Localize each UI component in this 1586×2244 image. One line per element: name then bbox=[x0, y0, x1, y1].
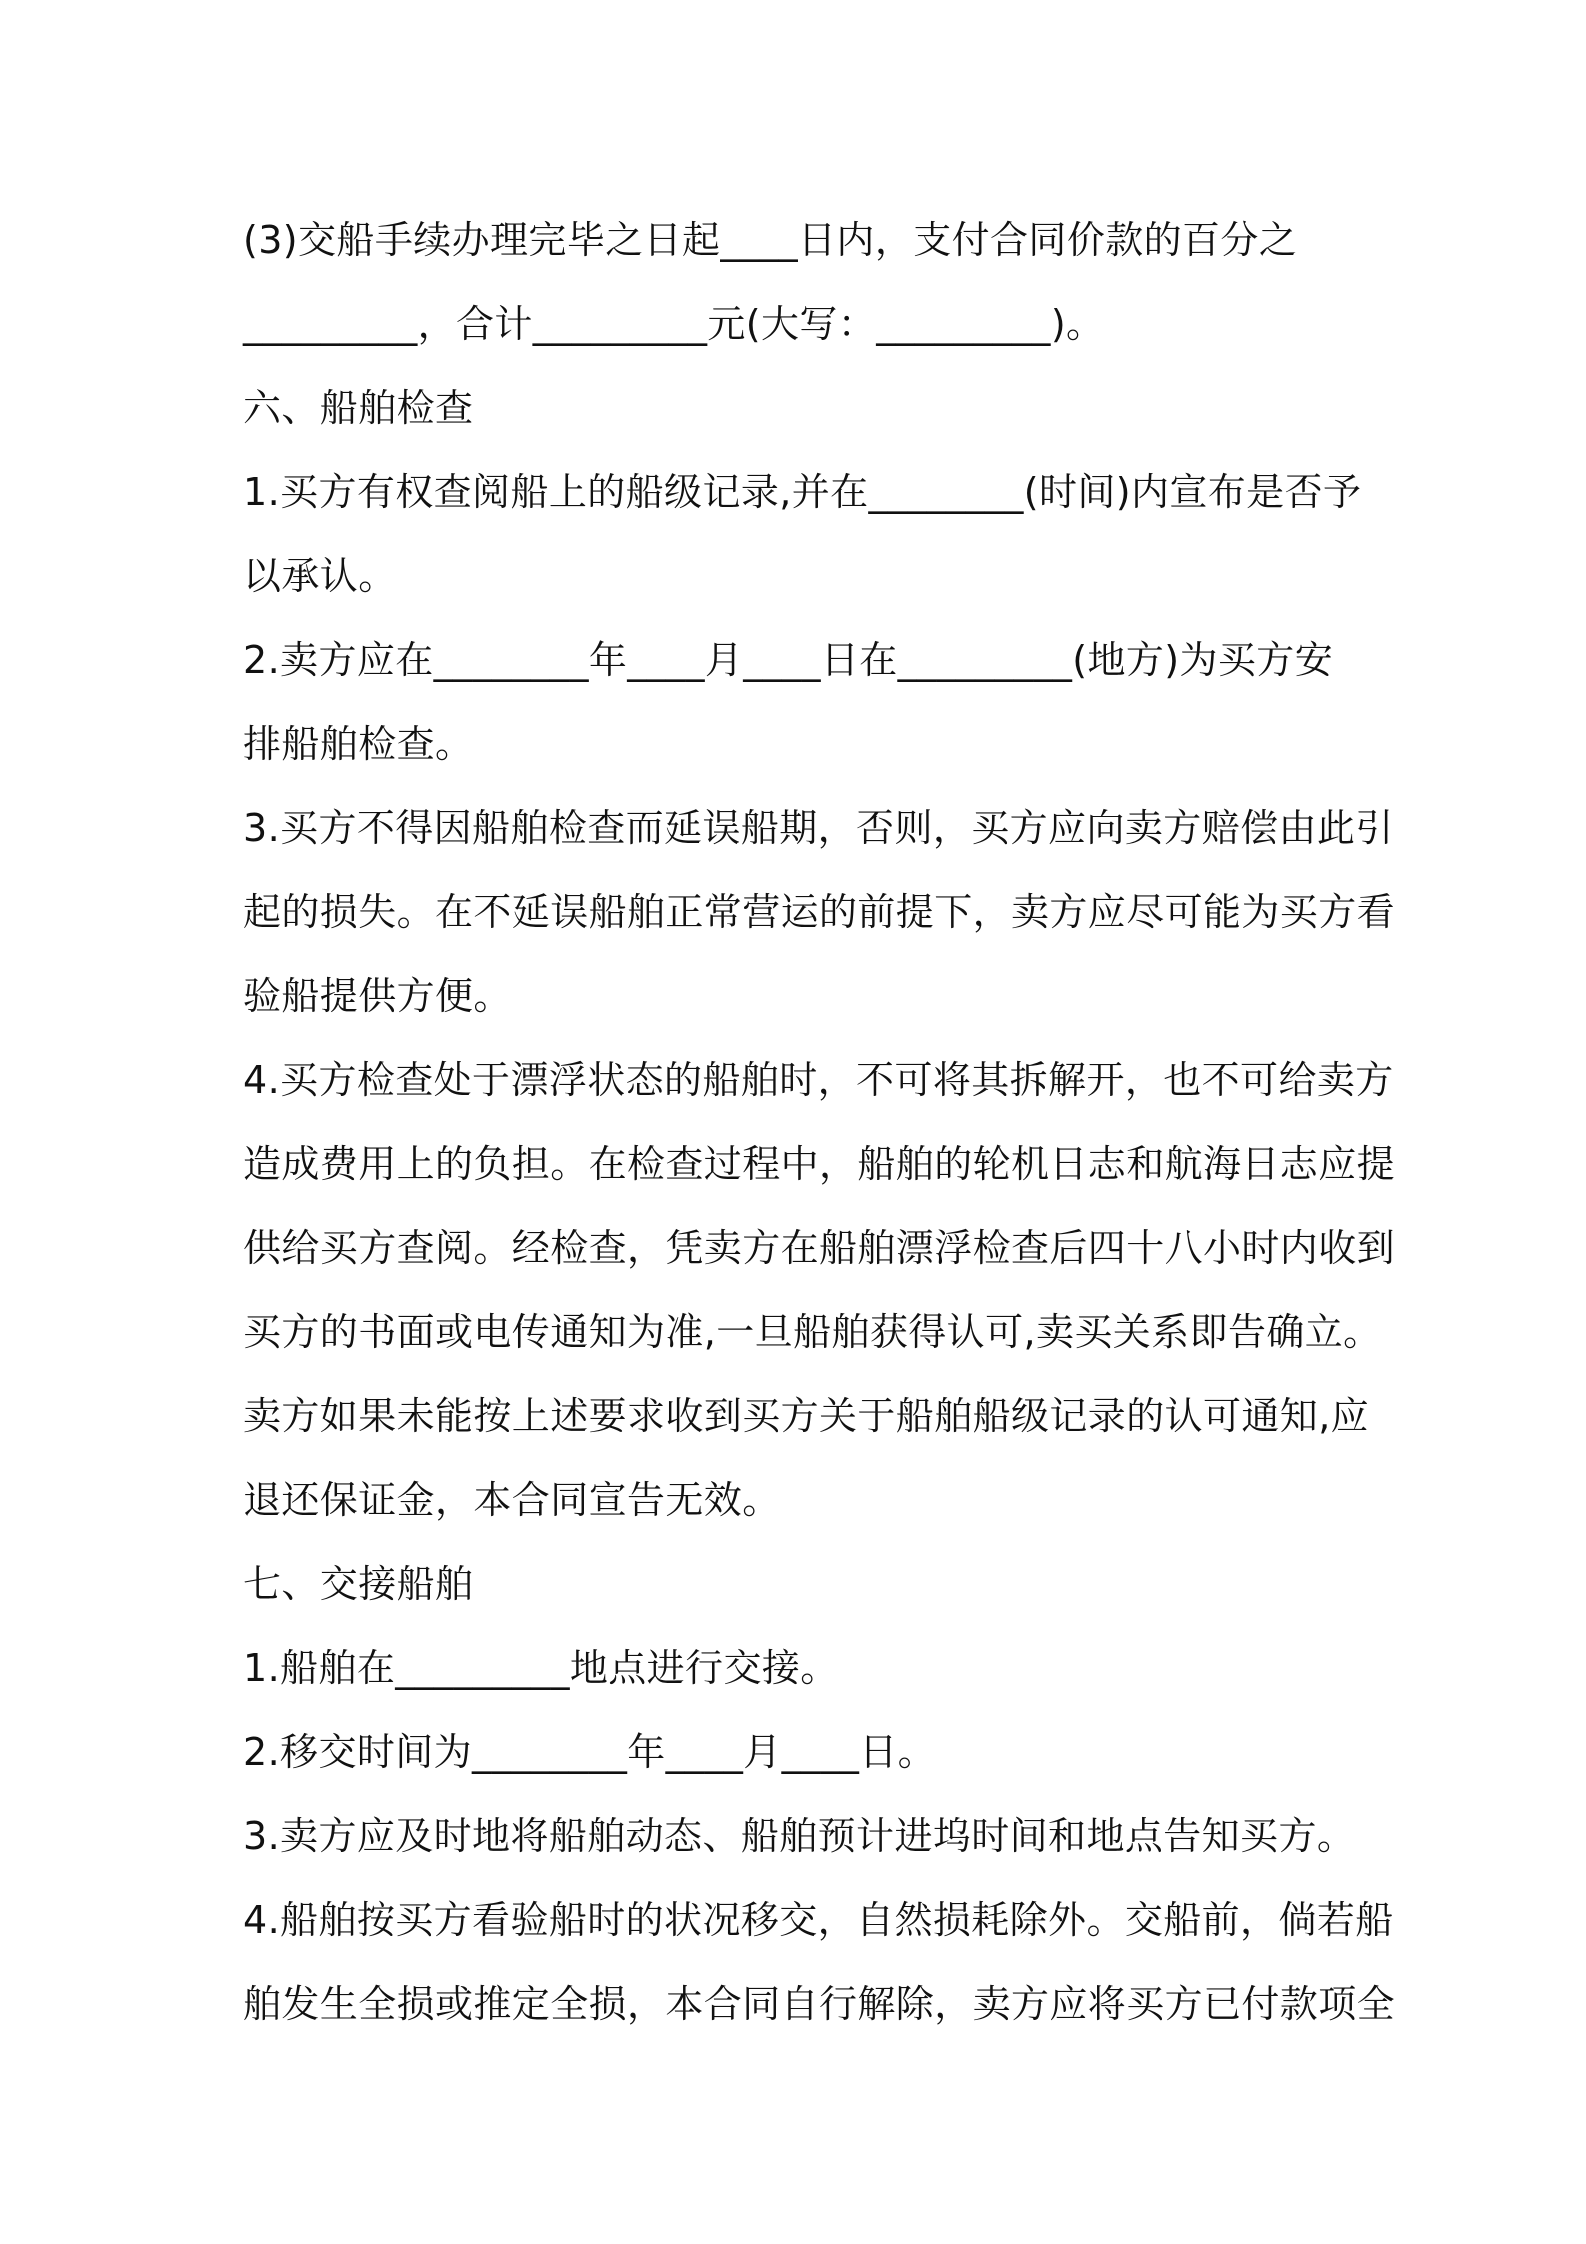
inspection-clause-1-line-2: 以承认。 bbox=[243, 554, 397, 598]
inspection-clause-2-line-2: 排船舶检查。 bbox=[243, 722, 474, 766]
inspection-clause-2-line-1: 2.卖方应在________年____月____日在_________(地方)为买方安 bbox=[243, 638, 1334, 682]
clause-3-payment-line-1: (3)交船手续办理完毕之日起____日内，支付合同价款的百分之 bbox=[243, 218, 1298, 262]
inspection-clause-3-line-2: 起的损失。在不延误船舶正常营运的前提下，卖方应尽可能为买方看 bbox=[243, 890, 1396, 934]
inspection-clause-4-line-1: 4.买方检查处于漂浮状态的船舶时，不可将其拆解开，也不可给卖方 bbox=[243, 1058, 1394, 1102]
inspection-clause-4-line-2: 造成费用上的负担。在检查过程中，船舶的轮机日志和航海日志应提 bbox=[243, 1142, 1396, 1186]
handover-clause-3: 3.卖方应及时地将船舶动态、船舶预计进坞时间和地点告知买方。 bbox=[243, 1814, 1356, 1858]
document-body bbox=[243, 198, 1396, 2046]
inspection-clause-4-line-3: 供给买方查阅。经检查，凭卖方在船舶漂浮检查后四十八小时内收到 bbox=[243, 1226, 1396, 1270]
inspection-clause-3-line-1: 3.买方不得因船舶检查而延误船期，否则，买方应向卖方赔偿由此引 bbox=[243, 806, 1394, 850]
handover-clause-4-line-2: 舶发生全损或推定全损，本合同自行解除，卖方应将买方已付款项全 bbox=[243, 1982, 1396, 2026]
handover-clause-2: 2.移交时间为________年____月____日。 bbox=[243, 1730, 937, 1774]
inspection-clause-3-line-3: 验船提供方便。 bbox=[243, 974, 512, 1018]
inspection-clause-1-line-1: 1.买方有权查阅船上的船级记录,并在________(时间)内宣布是否予 bbox=[243, 470, 1362, 514]
inspection-clause-4-line-4: 买方的书面或电传通知为准,一旦船舶获得认可,卖买关系即告确立。 bbox=[243, 1310, 1382, 1354]
handover-clause-4-line-1: 4.船舶按买方看验船时的状况移交，自然损耗除外。交船前，倘若船 bbox=[243, 1898, 1394, 1942]
inspection-clause-4-line-5: 卖方如果未能按上述要求收到买方关于船舶船级记录的认可通知,应 bbox=[243, 1394, 1370, 1438]
section-heading-handover: 七、交接船舶 bbox=[243, 1562, 474, 1606]
section-heading-inspection: 六、船舶检查 bbox=[243, 386, 474, 430]
inspection-clause-4-line-6: 退还保证金，本合同宣告无效。 bbox=[243, 1478, 781, 1522]
handover-clause-1: 1.船舶在_________地点进行交接。 bbox=[243, 1646, 839, 1690]
clause-3-payment-line-2: _________，合计_________元(大写：_________)。 bbox=[243, 302, 1105, 346]
